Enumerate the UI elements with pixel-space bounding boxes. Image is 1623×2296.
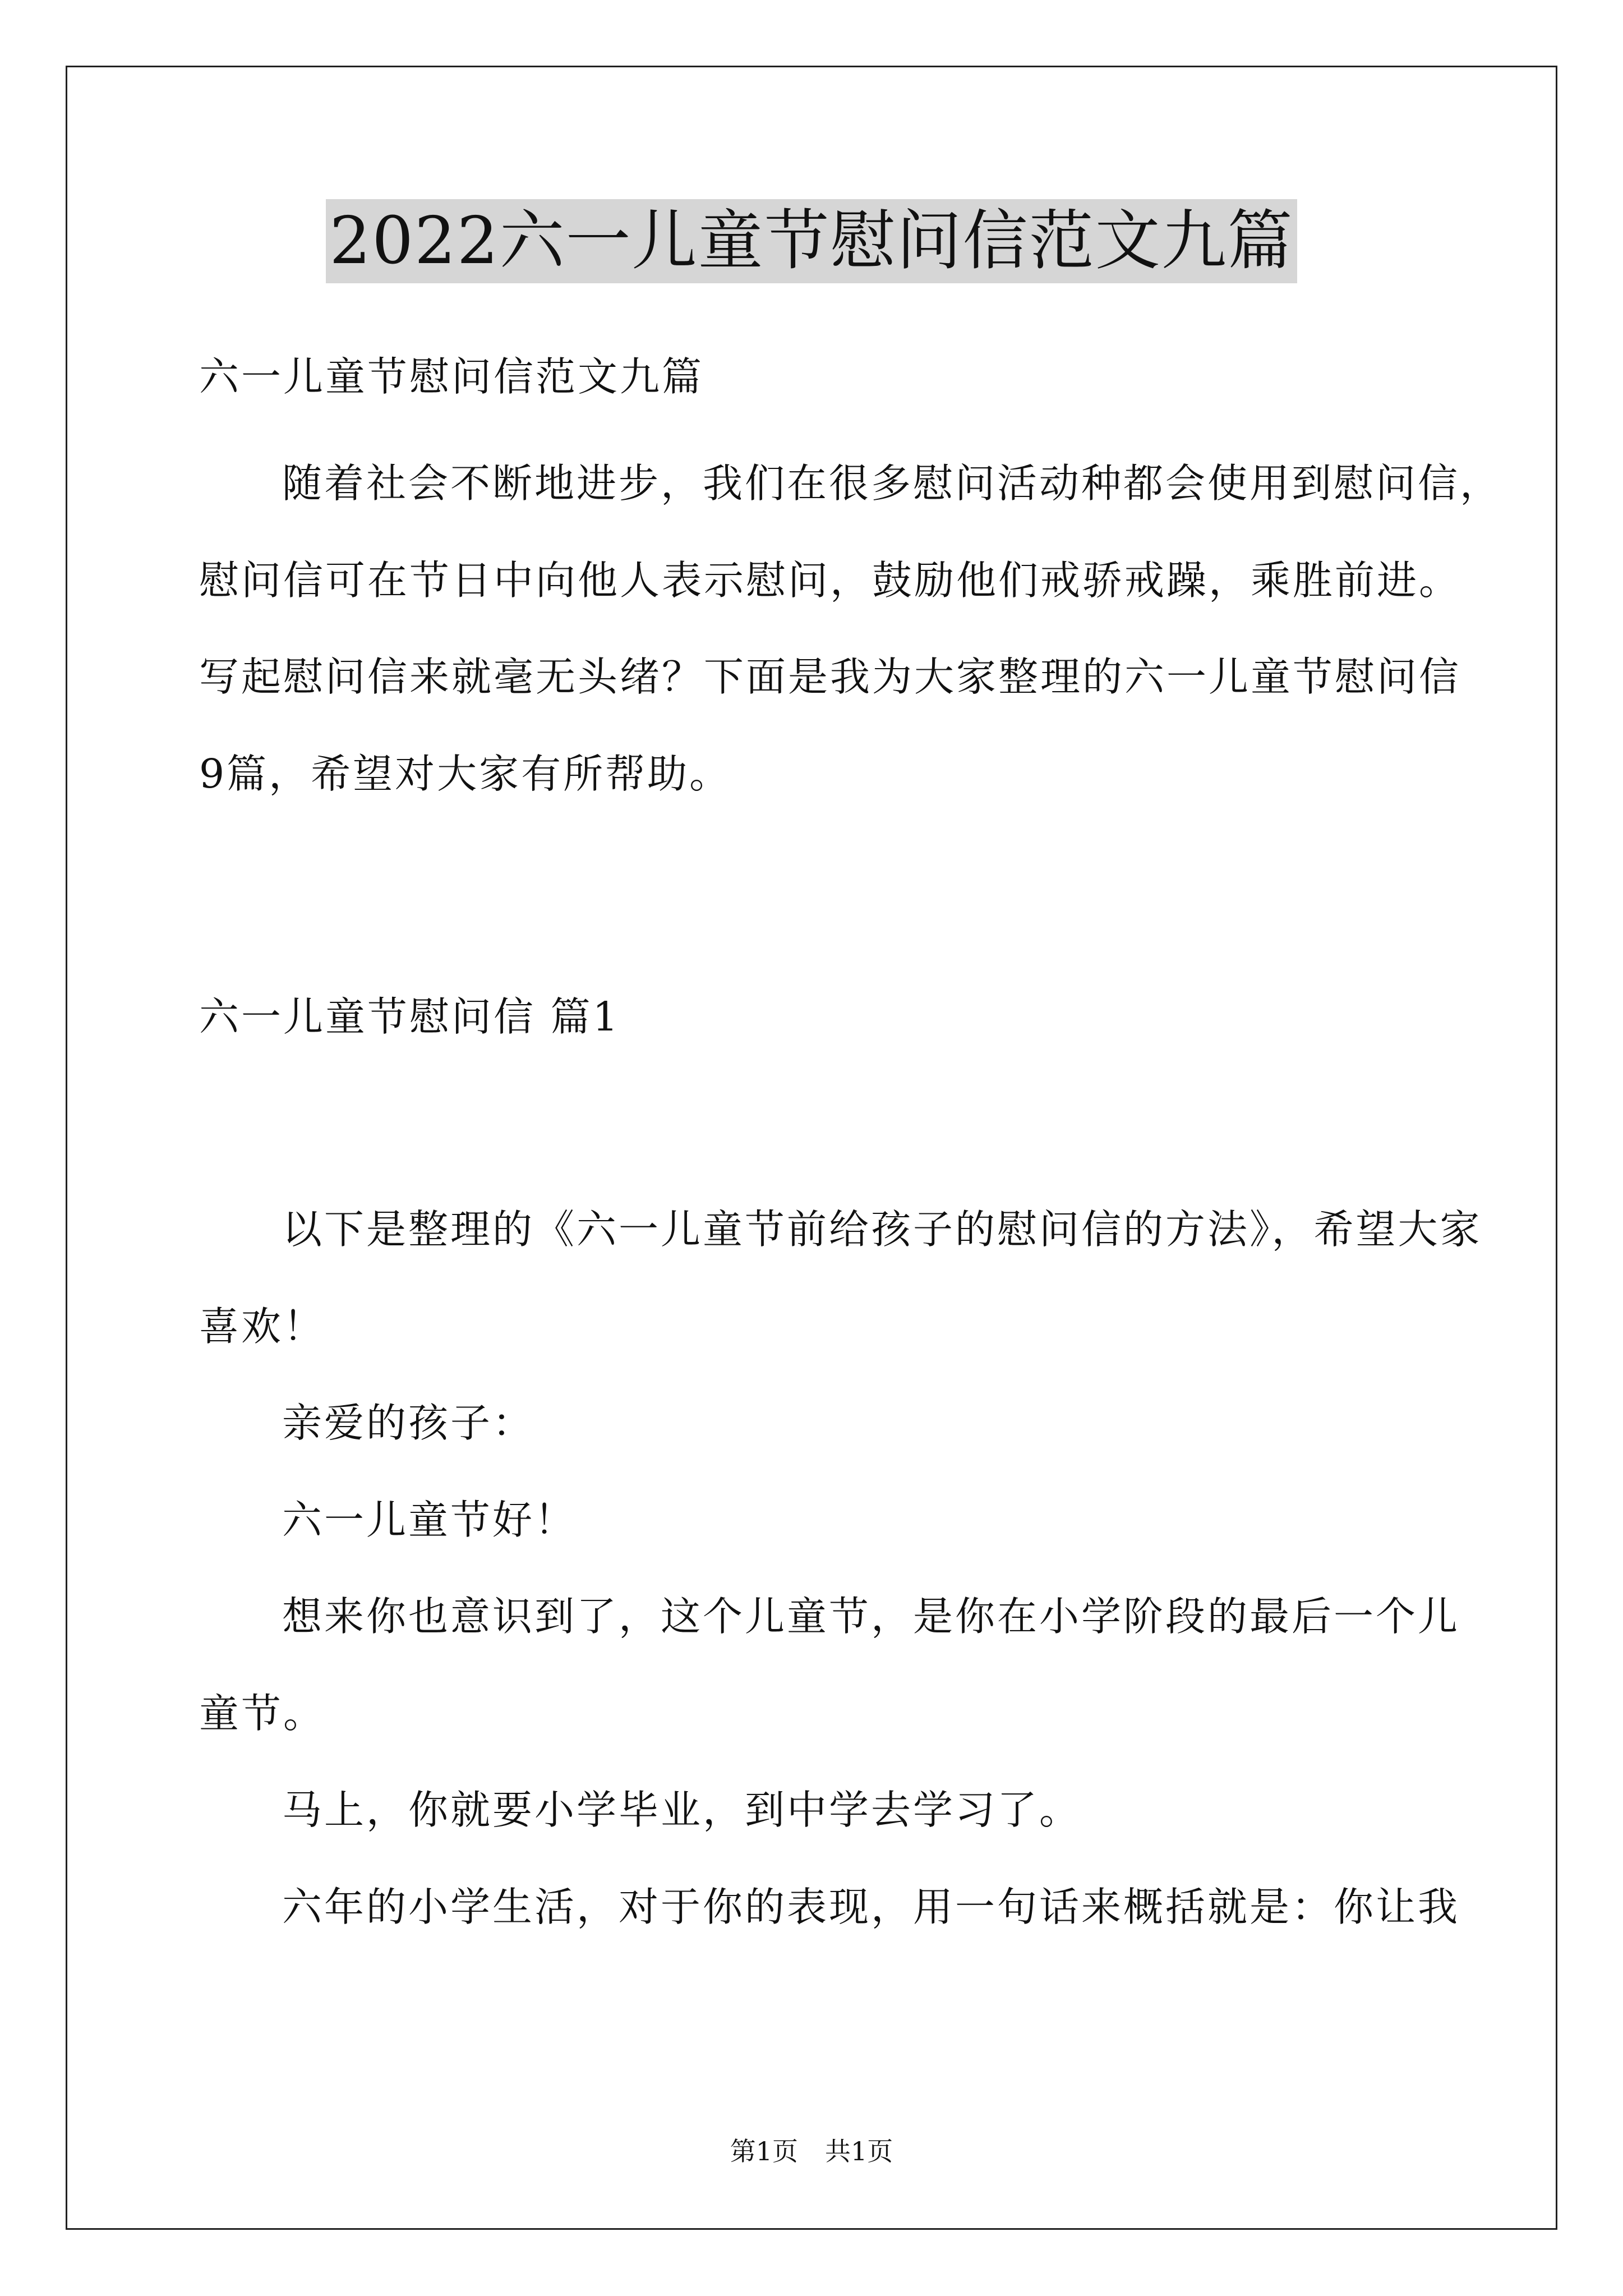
page-number: 第1页 [730, 2136, 798, 2166]
paragraph-line: 随着社会不断地进步，我们在很多慰问活动种都会使用到慰问信， [282, 460, 1502, 507]
paragraph-line: 以下是整理的《六一儿童节前给孩子的慰问信的方法》，希望大家 [282, 1206, 1482, 1253]
document-title: 2022六一儿童节慰问信范文九篇 [326, 199, 1297, 283]
salutation: 亲爱的孩子： [282, 1400, 535, 1446]
document-subtitle: 六一儿童节慰问信范文九篇 [199, 353, 704, 400]
paragraph-line: 喜欢！ [199, 1303, 326, 1350]
greeting: 六一儿童节好！ [282, 1497, 577, 1543]
title-container [0, 199, 1623, 283]
paragraph-line: 童节。 [199, 1690, 326, 1737]
paragraph-line: 慰问信可在节日中向他人表示慰问，鼓励他们戒骄戒躁，乘胜前进。 [199, 557, 1461, 604]
paragraph-line: 马上，你就要小学毕业，到中学去学习了。 [282, 1787, 1082, 1833]
page-footer [0, 2132, 1623, 2171]
section-heading: 六一儿童节慰问信 篇1 [199, 993, 620, 1040]
paragraph-line: 六年的小学生活，对于你的表现，用一句话来概括就是：你让我 [282, 1884, 1460, 1930]
paragraph-line: 想来你也意识到了，这个儿童节，是你在小学阶段的最后一个儿 [282, 1593, 1460, 1640]
page-total: 共1页 [825, 2136, 893, 2166]
paragraph-line: 9篇，希望对大家有所帮助。 [199, 751, 732, 797]
paragraph-line: 写起慰问信来就毫无头绪？下面是我为大家整理的六一儿童节慰问信 [199, 654, 1461, 700]
